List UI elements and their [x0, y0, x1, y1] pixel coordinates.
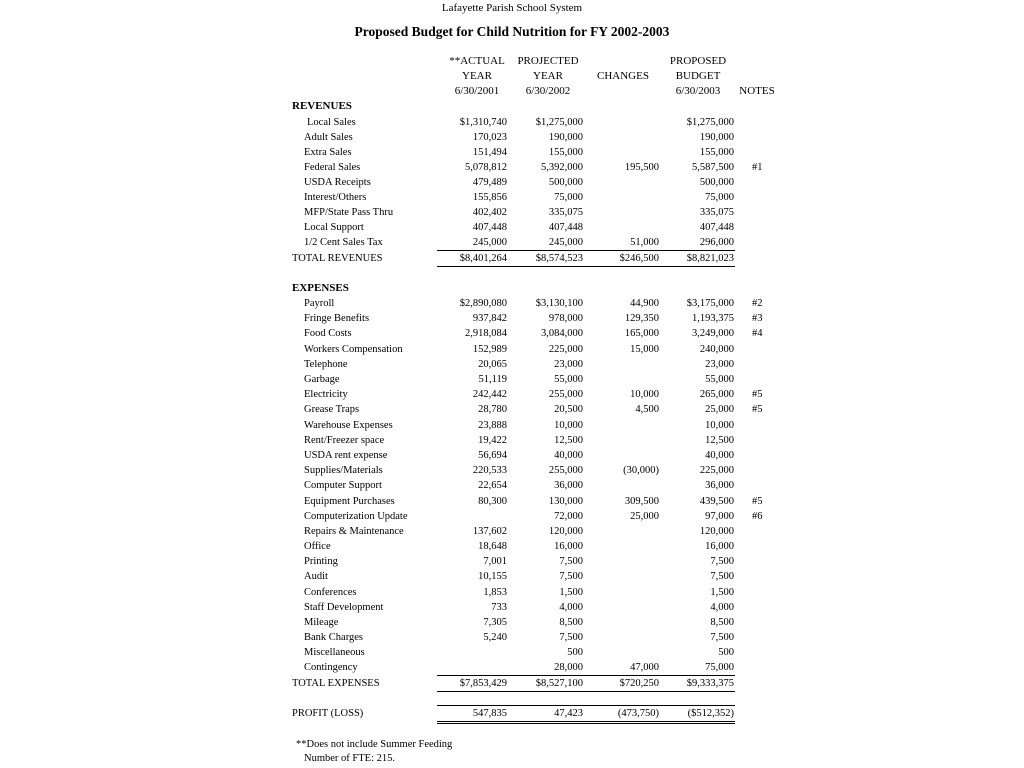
proposed-value: 335,075	[699, 207, 734, 218]
proposed-value: 4,000	[710, 602, 734, 613]
header-line: **ACTUAL	[449, 55, 505, 67]
row-label: Office	[304, 541, 331, 552]
row-label: MFP/State Pass Thru	[304, 207, 394, 218]
changes-value: (473,750)	[617, 708, 659, 719]
notes-value: #5	[752, 496, 763, 507]
proposed-value: 155,000	[699, 147, 734, 158]
actual-value: 151,494	[472, 147, 507, 158]
footnote-fte: Number of FTE: 215.	[304, 753, 395, 764]
actual-value: 19,422	[478, 435, 507, 446]
total-expenses-row	[292, 676, 772, 691]
table-row	[292, 660, 772, 675]
proposed-value: 1,500	[710, 587, 734, 598]
proposed-value: 16,000	[705, 541, 734, 552]
row-label: Rent/Freezer space	[304, 435, 385, 446]
table-row	[292, 130, 772, 145]
projected-value: 55,000	[554, 374, 583, 385]
projected-value: 7,500	[559, 571, 583, 582]
changes-value: $246,500	[619, 253, 659, 264]
projected-value: 10,000	[554, 420, 583, 431]
proposed-value: 120,000	[699, 526, 734, 537]
actual-value: 5,078,812	[465, 162, 507, 173]
actual-value: 245,000	[472, 237, 507, 248]
notes-value: #3	[752, 313, 763, 324]
actual-value: 2,918,084	[465, 328, 507, 339]
proposed-value: 7,500	[710, 632, 734, 643]
changes-value: 15,000	[630, 344, 659, 355]
actual-value: 23,888	[478, 420, 507, 431]
changes-value: $720,250	[619, 678, 659, 689]
changes-value: 10,000	[630, 389, 659, 400]
projected-value: 978,000	[548, 313, 583, 324]
row-label: Contingency	[304, 662, 358, 673]
table-row	[292, 372, 772, 387]
proposed-value: 5,587,500	[692, 162, 734, 173]
actual-value: 56,694	[478, 450, 507, 461]
proposed-value: 7,500	[710, 556, 734, 567]
row-label: Extra Sales	[304, 147, 352, 158]
table-row	[292, 478, 772, 493]
table-row	[292, 554, 772, 569]
projected-value: $8,574,523	[535, 253, 583, 264]
table-row	[292, 190, 772, 205]
footnote-summer-feeding: **Does not include Summer Feeding	[296, 739, 453, 750]
actual-value: $8,401,264	[459, 253, 507, 264]
actual-value: 937,842	[472, 313, 507, 324]
total-rule	[437, 691, 735, 692]
table-row	[292, 645, 772, 660]
row-label: Repairs & Maintenance	[304, 526, 404, 537]
proposed-value: 190,000	[699, 132, 734, 143]
row-label: Garbage	[304, 374, 340, 385]
actual-value: 5,240	[483, 632, 507, 643]
projected-value: 7,500	[559, 632, 583, 643]
projected-value: $1,275,000	[535, 117, 583, 128]
proposed-value: 407,448	[699, 222, 734, 233]
changes-value: 25,000	[630, 511, 659, 522]
proposed-value: 225,000	[699, 465, 734, 476]
projected-value: 72,000	[554, 511, 583, 522]
actual-value: $2,890,080	[459, 298, 507, 309]
proposed-value: $9,333,375	[686, 678, 734, 689]
changes-value: 129,350	[624, 313, 659, 324]
proposed-value: 10,000	[705, 420, 734, 431]
proposed-value: 75,000	[705, 662, 734, 673]
changes-value: 44,900	[630, 298, 659, 309]
row-label: Mileage	[304, 617, 339, 628]
table-row	[292, 630, 772, 645]
row-label: Computer Support	[304, 480, 382, 491]
row-label: Supplies/Materials	[304, 465, 383, 476]
projected-value: 190,000	[548, 132, 583, 143]
header-line: PROJECTED	[517, 55, 579, 67]
changes-value: 4,500	[635, 404, 659, 415]
table-row	[292, 524, 772, 539]
column-header-notes	[734, 54, 780, 99]
proposed-value: 1,193,375	[692, 313, 734, 324]
actual-value: 10,155	[478, 571, 507, 582]
row-label: Local Support	[304, 222, 364, 233]
table-row	[292, 569, 772, 584]
header-line: BUDGET	[675, 70, 721, 82]
actual-value: 137,602	[472, 526, 507, 537]
changes-value: 51,000	[630, 237, 659, 248]
proposed-value: 12,500	[705, 435, 734, 446]
header-line: 6/30/2001	[454, 85, 500, 97]
total-revenues-row	[292, 251, 772, 266]
actual-value: 152,989	[472, 344, 507, 355]
column-header-actual	[437, 54, 517, 99]
notes-value: #4	[752, 328, 763, 339]
page-title: Proposed Budget for Child Nutrition for FY 2002-2003	[354, 24, 670, 39]
table-row	[292, 205, 772, 220]
row-label: Staff Development	[304, 602, 384, 613]
proposed-value: 500	[718, 647, 734, 658]
projected-value: 255,000	[548, 389, 583, 400]
actual-value: 20,065	[478, 359, 507, 370]
table-row	[292, 433, 772, 448]
proposed-value: 25,000	[705, 404, 734, 415]
header-line	[734, 69, 780, 84]
proposed-value: $8,821,023	[686, 253, 734, 264]
row-label: Workers Compensation	[304, 344, 403, 355]
notes-value: #6	[752, 511, 763, 522]
actual-value: 402,402	[472, 207, 507, 218]
proposed-value: 36,000	[705, 480, 734, 491]
table-row	[292, 296, 772, 311]
row-label: Interest/Others	[304, 192, 367, 203]
projected-value: 245,000	[548, 237, 583, 248]
proposed-value: 55,000	[705, 374, 734, 385]
actual-value: 407,448	[472, 222, 507, 233]
table-row	[292, 145, 772, 160]
proposed-value: 3,249,000	[692, 328, 734, 339]
actual-value: 80,300	[478, 496, 507, 507]
proposed-value: 439,500	[699, 496, 734, 507]
projected-value: 12,500	[554, 435, 583, 446]
actual-value: 28,780	[478, 404, 507, 415]
projected-value: 120,000	[548, 526, 583, 537]
table-row	[292, 160, 772, 175]
row-label: Adult Sales	[304, 132, 353, 143]
proposed-value: 97,000	[705, 511, 734, 522]
table-row	[292, 509, 772, 524]
changes-value: 309,500	[624, 496, 659, 507]
changes-value: 165,000	[624, 328, 659, 339]
row-label: Computerization Update	[304, 511, 408, 522]
column-header-changes	[590, 54, 656, 99]
table-row	[292, 175, 772, 190]
proposed-value: $3,175,000	[686, 298, 734, 309]
projected-value: 225,000	[548, 344, 583, 355]
table-row	[292, 326, 772, 341]
table-row	[292, 235, 772, 250]
projected-value: 155,000	[548, 147, 583, 158]
table-row	[292, 387, 772, 402]
notes-value: #5	[752, 404, 763, 415]
changes-value: (30,000)	[623, 465, 659, 476]
row-label: Bank Charges	[304, 632, 364, 643]
proposed-value: ($512,352)	[687, 708, 734, 719]
row-label: USDA rent expense	[304, 450, 388, 461]
proposed-value: 296,000	[699, 237, 734, 248]
page-header: Lafayette Parish School System	[441, 2, 583, 14]
table-row	[292, 402, 772, 417]
proposed-value: 7,500	[710, 571, 734, 582]
row-label: TOTAL EXPENSES	[292, 678, 380, 689]
row-label: USDA Receipts	[304, 177, 371, 188]
projected-value: 40,000	[554, 450, 583, 461]
actual-value: $7,853,429	[459, 678, 507, 689]
projected-value: 7,500	[559, 556, 583, 567]
projected-value: 500	[567, 647, 583, 658]
actual-value: 22,654	[478, 480, 507, 491]
projected-value: 28,000	[554, 662, 583, 673]
header-line: YEAR	[533, 70, 563, 82]
proposed-value: 23,000	[705, 359, 734, 370]
table-row	[292, 585, 772, 600]
actual-value: 7,001	[483, 556, 507, 567]
actual-value: 155,856	[472, 192, 507, 203]
proposed-value: 500,000	[699, 177, 734, 188]
header-line: 6/30/2002	[525, 85, 571, 97]
row-label: Food Costs	[304, 328, 352, 339]
projected-value: 3,084,000	[541, 328, 583, 339]
projected-value: $3,130,100	[535, 298, 583, 309]
proposed-value: 75,000	[705, 192, 734, 203]
row-label: Grease Traps	[304, 404, 360, 415]
row-label: Miscellaneous	[304, 647, 365, 658]
projected-value: 407,448	[548, 222, 583, 233]
actual-value: 51,119	[478, 374, 507, 385]
row-label: Equipment Purchases	[304, 496, 395, 507]
row-label: Telephone	[304, 359, 348, 370]
revenues-heading: REVENUES	[292, 100, 352, 112]
header-line: YEAR	[462, 70, 492, 82]
header-line	[590, 84, 656, 99]
row-label: Warehouse Expenses	[304, 420, 393, 431]
projected-value: 47,423	[554, 708, 583, 719]
table-row	[292, 357, 772, 372]
profit-rule-bottom	[437, 721, 735, 722]
proposed-value: 240,000	[699, 344, 734, 355]
projected-value: 335,075	[548, 207, 583, 218]
profit-loss-row	[292, 706, 772, 721]
actual-value: 7,305	[483, 617, 507, 628]
actual-value: 220,533	[472, 465, 507, 476]
projected-value: 16,000	[554, 541, 583, 552]
proposed-value: 8,500	[710, 617, 734, 628]
table-row	[292, 448, 772, 463]
header-line	[734, 54, 780, 69]
profit-rule-double	[437, 723, 735, 724]
row-label: PROFIT (LOSS)	[292, 708, 364, 719]
actual-value: 733	[491, 602, 507, 613]
projected-value: 500,000	[548, 177, 583, 188]
header-line: NOTES	[739, 85, 775, 97]
row-label: TOTAL REVENUES	[292, 253, 383, 264]
actual-value: 479,489	[472, 177, 507, 188]
proposed-value: 265,000	[699, 389, 734, 400]
table-row	[292, 463, 772, 478]
actual-value: 547,835	[472, 708, 507, 719]
projected-value: 23,000	[554, 359, 583, 370]
header-line	[590, 54, 656, 69]
header-line: PROPOSED	[669, 55, 727, 67]
table-row	[292, 494, 772, 509]
actual-value: 242,442	[472, 389, 507, 400]
projected-value: 8,500	[559, 617, 583, 628]
projected-value: $8,527,100	[535, 678, 583, 689]
column-header-proposed	[658, 54, 738, 99]
table-row	[292, 418, 772, 433]
proposed-value: 40,000	[705, 450, 734, 461]
row-label: Federal Sales	[304, 162, 361, 173]
actual-value: 1,853	[483, 587, 507, 598]
table-row	[292, 600, 772, 615]
projected-value: 75,000	[554, 192, 583, 203]
table-row	[292, 539, 772, 554]
row-label: Payroll	[304, 298, 335, 309]
projected-value: 1,500	[559, 587, 583, 598]
actual-value: 170,023	[472, 132, 507, 143]
expenses-heading: EXPENSES	[292, 282, 349, 294]
table-row	[292, 311, 772, 326]
column-header-projected	[508, 54, 588, 99]
row-label: Conferences	[304, 587, 357, 598]
changes-value: 47,000	[630, 662, 659, 673]
table-row	[292, 615, 772, 630]
actual-value: 18,648	[478, 541, 507, 552]
projected-value: 5,392,000	[541, 162, 583, 173]
changes-value: 195,500	[624, 162, 659, 173]
header-line: CHANGES	[597, 70, 649, 82]
row-label: Electricity	[304, 389, 348, 400]
notes-value: #5	[752, 389, 763, 400]
projected-value: 4,000	[559, 602, 583, 613]
table-row	[292, 220, 772, 235]
projected-value: 255,000	[548, 465, 583, 476]
row-label: Fringe Benefits	[304, 313, 370, 324]
projected-value: 130,000	[548, 496, 583, 507]
notes-value: #1	[752, 162, 763, 173]
projected-value: 20,500	[554, 404, 583, 415]
table-row	[292, 115, 772, 130]
proposed-value: $1,275,000	[686, 117, 734, 128]
actual-value: $1,310,740	[459, 117, 507, 128]
row-label: Audit	[304, 571, 328, 582]
table-row	[292, 342, 772, 357]
total-rule	[437, 266, 735, 267]
row-label: Local Sales	[307, 117, 356, 128]
header-line: 6/30/2003	[675, 85, 721, 97]
row-label: Printing	[304, 556, 338, 567]
row-label: 1/2 Cent Sales Tax	[304, 237, 383, 248]
projected-value: 36,000	[554, 480, 583, 491]
notes-value: #2	[752, 298, 763, 309]
